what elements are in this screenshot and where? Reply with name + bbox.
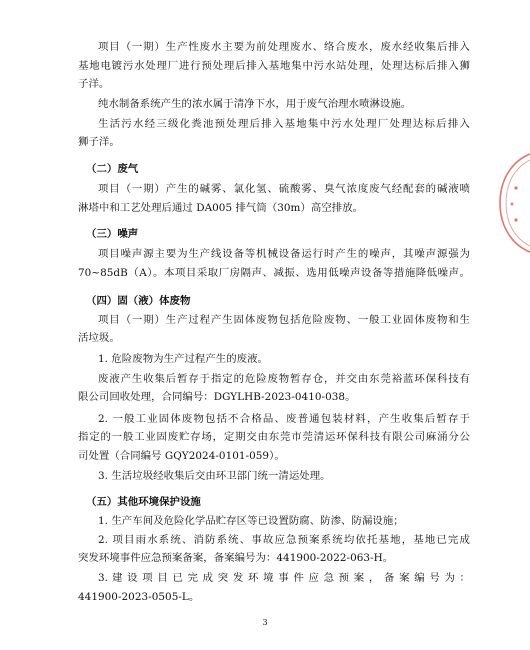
paragraph-line: 活垃圾。 (78, 332, 120, 345)
paragraph-line: 2. 项目雨水系统、消防系统、事故应急预案系统均依托基地，基地已完成 (98, 533, 470, 546)
paragraph-line: 突发环境事件应急预案备案，备案编号为：441900-2022-063-H。 (78, 552, 394, 564)
paragraph-line: 狮子洋。 (78, 136, 120, 149)
paragraph-line: 基地电镀污水处理厂进行预处理后排入基地集中污水站处理，处理达标后排入狮 (78, 59, 470, 72)
paragraph-line: 项目噪声源主要为生产线设备等机械设备运行时产生的噪声，其噪声源强为 (98, 248, 470, 261)
page-number: 3 (262, 618, 268, 627)
paragraph-line: 1. 生产车间及危险化学品贮存区等已设置防腐、防渗、防漏设施； (98, 514, 404, 527)
paragraph-line: 淋塔中和工艺处理后通过 DA005 排气筒（30m）高空排放。 (78, 201, 364, 214)
section-heading-other-facilities: （五）其他环境保护设施 (86, 496, 201, 509)
paragraph-line: 项目（一期）生产过程产生固体废物包括危险废物、一般工业固体废物和生 (98, 313, 470, 326)
paragraph-line: 2. 一般工业固体废物包括不合格品、废普通包装材料，产生收集后暂存于 (98, 412, 470, 425)
paragraph-line: 生活污水经三级化粪池预处理后排入基地集中污水处理厂处理达标后排入 (98, 117, 470, 130)
paragraph-line: 3. 生活垃圾经收集后交由环卫部门统一清运处理。 (98, 469, 331, 482)
paragraph-line: 1. 危险废物为生产过程产生的废液。 (98, 352, 268, 365)
paragraph-line: 70~85dB（A）。本项目采取厂房隔声、减振、选用低噪声设备等措施降低噪声。 (78, 266, 470, 279)
section-heading-exhaust: （二）废气 (86, 162, 139, 175)
section-heading-solid-waste: （四）固（液）体废物 (86, 295, 191, 308)
paragraph-line: 项目（一期）生产性废水主要为前处理废水、络合废水，废水经收集后排入 (98, 41, 470, 53)
paragraph-line: 废液产生收集后暂存于指定的危险废物暂存仓，并交由东莞裕蓝环保科技有 (98, 372, 470, 385)
paragraph-line: 子洋。 (78, 78, 110, 91)
paragraph-line: 司处置（合同编号 GQY2024-0101-059）。 (78, 449, 285, 462)
paragraph-line: 项目（一期）产生的碱雾、氯化氢、硫酸雾、臭气浓度废气经配套的碱液喷 (98, 183, 470, 196)
red-seal-stamp (492, 148, 530, 258)
paragraph-line: 指定的一般工业固废贮存场，定期交由东莞市莞清运环保科技有限公司麻涌分公 (78, 431, 470, 444)
paragraph-line: 3. 建 设 项 目 已 完 成 突 发 环 境 事 件 应 急 预 案 ， 备 案 编 号 为 ： (98, 572, 470, 584)
paragraph-line: 限公司回收处理，合同编号：DGYLHB-2023-0410-038。 (78, 391, 356, 404)
section-heading-noise: （三）噪声 (86, 228, 139, 241)
paragraph-line: 纯水制备系统产生的浓水属于清净下水，用于废气治理水喷淋设施。 (98, 97, 412, 110)
paragraph-line: 441900-2023-0505-L。 (78, 591, 200, 603)
